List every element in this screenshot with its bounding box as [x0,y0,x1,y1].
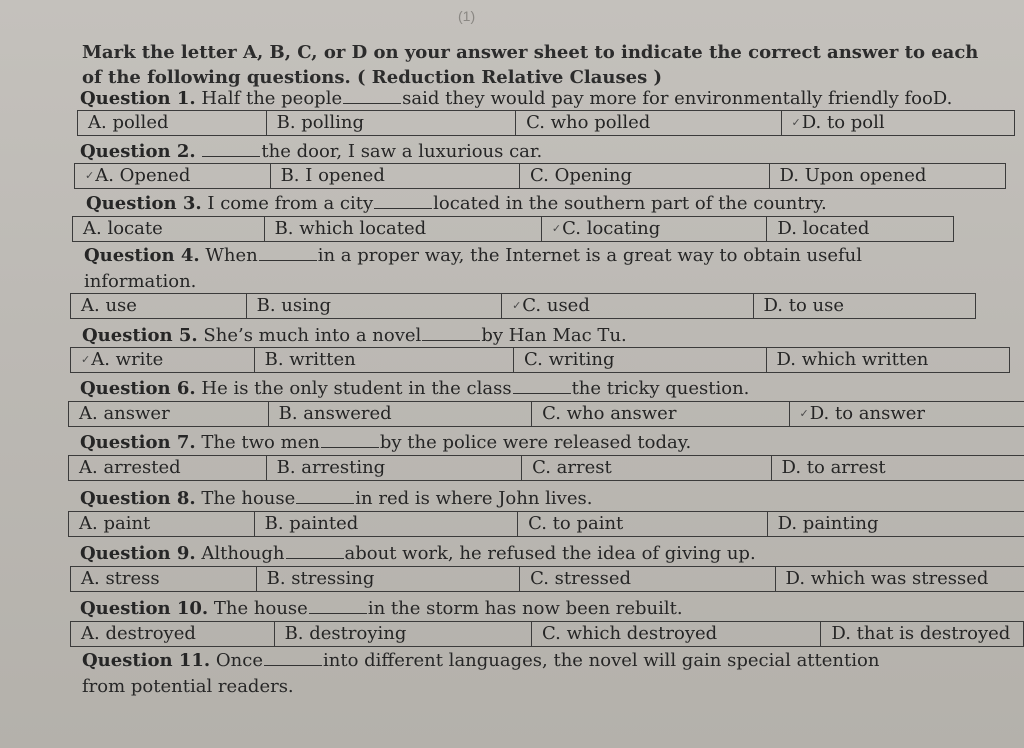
question-number: Question 5. [82,325,198,346]
option-d[interactable] [821,622,1023,646]
option-b[interactable] [267,456,522,480]
question-text-after: in the storm has now been rebuilt. [367,598,683,619]
tick-mark-icon: ✓ [799,407,809,420]
option-label: D. to use [763,295,845,316]
options-row [74,163,1006,189]
option-label: C. arrest [532,457,612,478]
question-text-before: The two men [201,432,320,453]
question-text-before: She’s much into a novel [203,325,422,346]
question-number: Question 8. [80,488,196,509]
question-text-after: in red is where John lives. [355,488,593,509]
question-stem [80,488,592,510]
option-label: A. answer [79,403,170,424]
option-b[interactable] [257,567,520,591]
option-b[interactable] [255,348,514,372]
answer-blank [309,598,367,614]
option-c[interactable] [520,567,775,591]
question-number: Question 7. [80,432,196,453]
question-text-after: the tricky question. [571,378,750,399]
options-row [70,293,976,319]
question-stem [80,598,683,620]
question-text-after: said they would pay more for environmentally friendly fooD. [402,88,953,109]
question-number: Question 10. [80,598,209,619]
question-text-after: located in the southern part of the country. [433,193,827,214]
question-text-before: When [205,245,258,266]
option-label: B. using [256,295,331,316]
option-label: C. writing [524,349,615,370]
option-c[interactable] [502,294,753,318]
question-number: Question 2. [80,141,196,162]
answer-blank [286,543,344,559]
option-b[interactable] [267,111,516,135]
option-c[interactable] [522,456,771,480]
question-stem [82,650,879,672]
options-row [70,347,1010,373]
options-row [77,110,1015,136]
option-c[interactable] [520,164,769,188]
option-a[interactable] [69,456,267,480]
option-c[interactable] [532,622,821,646]
question-number: Question 4. [84,245,200,266]
option-a[interactable] [71,567,257,591]
option-d[interactable] [772,456,1024,480]
question-stem [84,245,862,267]
answer-blank [374,193,432,209]
option-label: C. who polled [526,112,651,133]
tick-mark-icon: ✓ [551,222,562,235]
option-label: A. write [91,349,164,370]
option-label: D. that is destroyed [831,623,1011,644]
option-a[interactable] [75,164,271,188]
option-b[interactable] [265,217,542,241]
answer-blank [422,325,480,341]
option-d[interactable] [782,111,1015,135]
question-text-after: into different languages, the novel will gain special attention [323,650,880,671]
option-a[interactable] [69,402,269,426]
question-text-continuation: information. [84,271,197,292]
tick-mark-icon: ✓ [81,353,91,366]
question-stem [80,432,691,454]
question-stem [80,378,749,400]
question-number: Question 3. [86,193,202,214]
option-b[interactable] [275,622,532,646]
option-label: A. Opened [95,165,191,186]
option-label: C. which destroyed [542,623,718,644]
option-label: A. paint [79,513,151,534]
option-a[interactable] [71,348,255,372]
question-stem [80,88,952,110]
question-text-before: The house [201,488,296,509]
option-label: A. stress [81,568,160,589]
option-c[interactable] [518,512,767,536]
question-text-before: The house [213,598,308,619]
options-row [70,566,1024,592]
option-label: A. arrested [79,457,181,478]
option-label: B. which located [274,218,427,239]
tick-mark-icon: ✓ [85,169,95,182]
option-d[interactable] [767,348,1009,372]
option-label: D. which was stressed [785,568,989,589]
answer-blank [264,650,322,666]
answer-blank [259,245,317,261]
question-text-before: Half the people [201,88,343,109]
option-a[interactable] [71,294,247,318]
question-text-before: Once [215,650,264,671]
question-stem [86,193,827,215]
option-d[interactable] [768,512,1024,536]
options-row [68,455,1024,481]
option-label: A. polled [88,112,169,133]
question-text-after: in a proper way, the Internet is a great way to obtain useful [317,245,863,266]
option-d[interactable] [770,164,1005,188]
answer-blank [296,488,354,504]
option-label: D. located [777,218,870,239]
option-c[interactable] [542,217,767,241]
question-number: Question 1. [80,88,196,109]
option-d[interactable] [767,217,953,241]
tick-mark-icon: ✓ [791,116,801,129]
option-c[interactable] [532,402,789,426]
tick-mark-icon: ✓ [512,299,522,312]
handwritten-page-mark: (1) [458,8,476,24]
question-text-before: I come from a city [207,193,374,214]
option-label: D. to arrest [781,457,886,478]
question-text-before: Although [201,543,285,564]
answer-blank [513,378,571,394]
option-b[interactable] [255,512,518,536]
option-label: D. to poll [801,112,885,133]
option-label: C. used [522,295,590,316]
question-text-after: by the police were released today. [379,432,692,453]
option-label: A. locate [83,218,163,239]
option-d[interactable] [776,567,1024,591]
option-label: B. stressing [266,568,375,589]
answer-blank [202,141,260,157]
option-label: B. written [264,349,356,370]
option-b[interactable] [247,294,502,318]
option-label: D. to answer [809,403,926,424]
option-label: B. I opened [280,165,385,186]
option-label: B. polling [276,112,365,133]
option-d[interactable] [754,294,976,318]
instructions: Mark the letter A, B, C, or D on your answer sheet to indicate the correct answer to each of the following questions. ( Reduction Relative Clauses ) [82,42,979,88]
option-a[interactable] [73,217,265,241]
option-label: D. painting [777,513,879,534]
option-a[interactable] [78,111,267,135]
question-stem [80,141,542,163]
option-label: C. Opening [530,165,633,186]
option-label: C. stressed [530,568,632,589]
options-row [68,511,1024,537]
option-label: B. arresting [276,457,386,478]
question-number: Question 9. [80,543,196,564]
option-label: B. painted [264,513,359,534]
option-b[interactable] [269,402,532,426]
option-label: B. answered [278,403,392,424]
question-text-after: by Han Mac Tu. [481,325,627,346]
options-row [72,216,954,242]
option-label: D. Upon opened [779,165,927,186]
question-number: Question 6. [80,378,196,399]
options-row [68,401,1024,427]
answer-blank [321,432,379,448]
option-label: A. use [81,295,137,316]
option-d[interactable] [790,402,1024,426]
option-label: C. to paint [528,513,624,534]
option-label: C. who answer [542,403,677,424]
question-text-continuation: from potential readers. [82,676,294,697]
option-c[interactable] [516,111,781,135]
option-label: A. destroyed [81,623,196,644]
option-a[interactable] [69,512,255,536]
option-c[interactable] [514,348,766,372]
answer-blank [343,88,401,104]
option-label: C. locating [562,218,661,239]
question-stem [82,325,627,347]
option-label: D. which written [776,349,929,370]
option-a[interactable] [71,622,275,646]
question-text-before: He is the only student in the class [201,378,512,399]
question-stem [80,543,756,565]
question-text-after: about work, he refused the idea of giving up. [344,543,756,564]
option-label: B. destroying [284,623,407,644]
question-number: Question 11. [82,650,211,671]
option-b[interactable] [271,164,520,188]
question-text-after: the door, I saw a luxurious car. [261,141,543,162]
options-row [70,621,1024,647]
